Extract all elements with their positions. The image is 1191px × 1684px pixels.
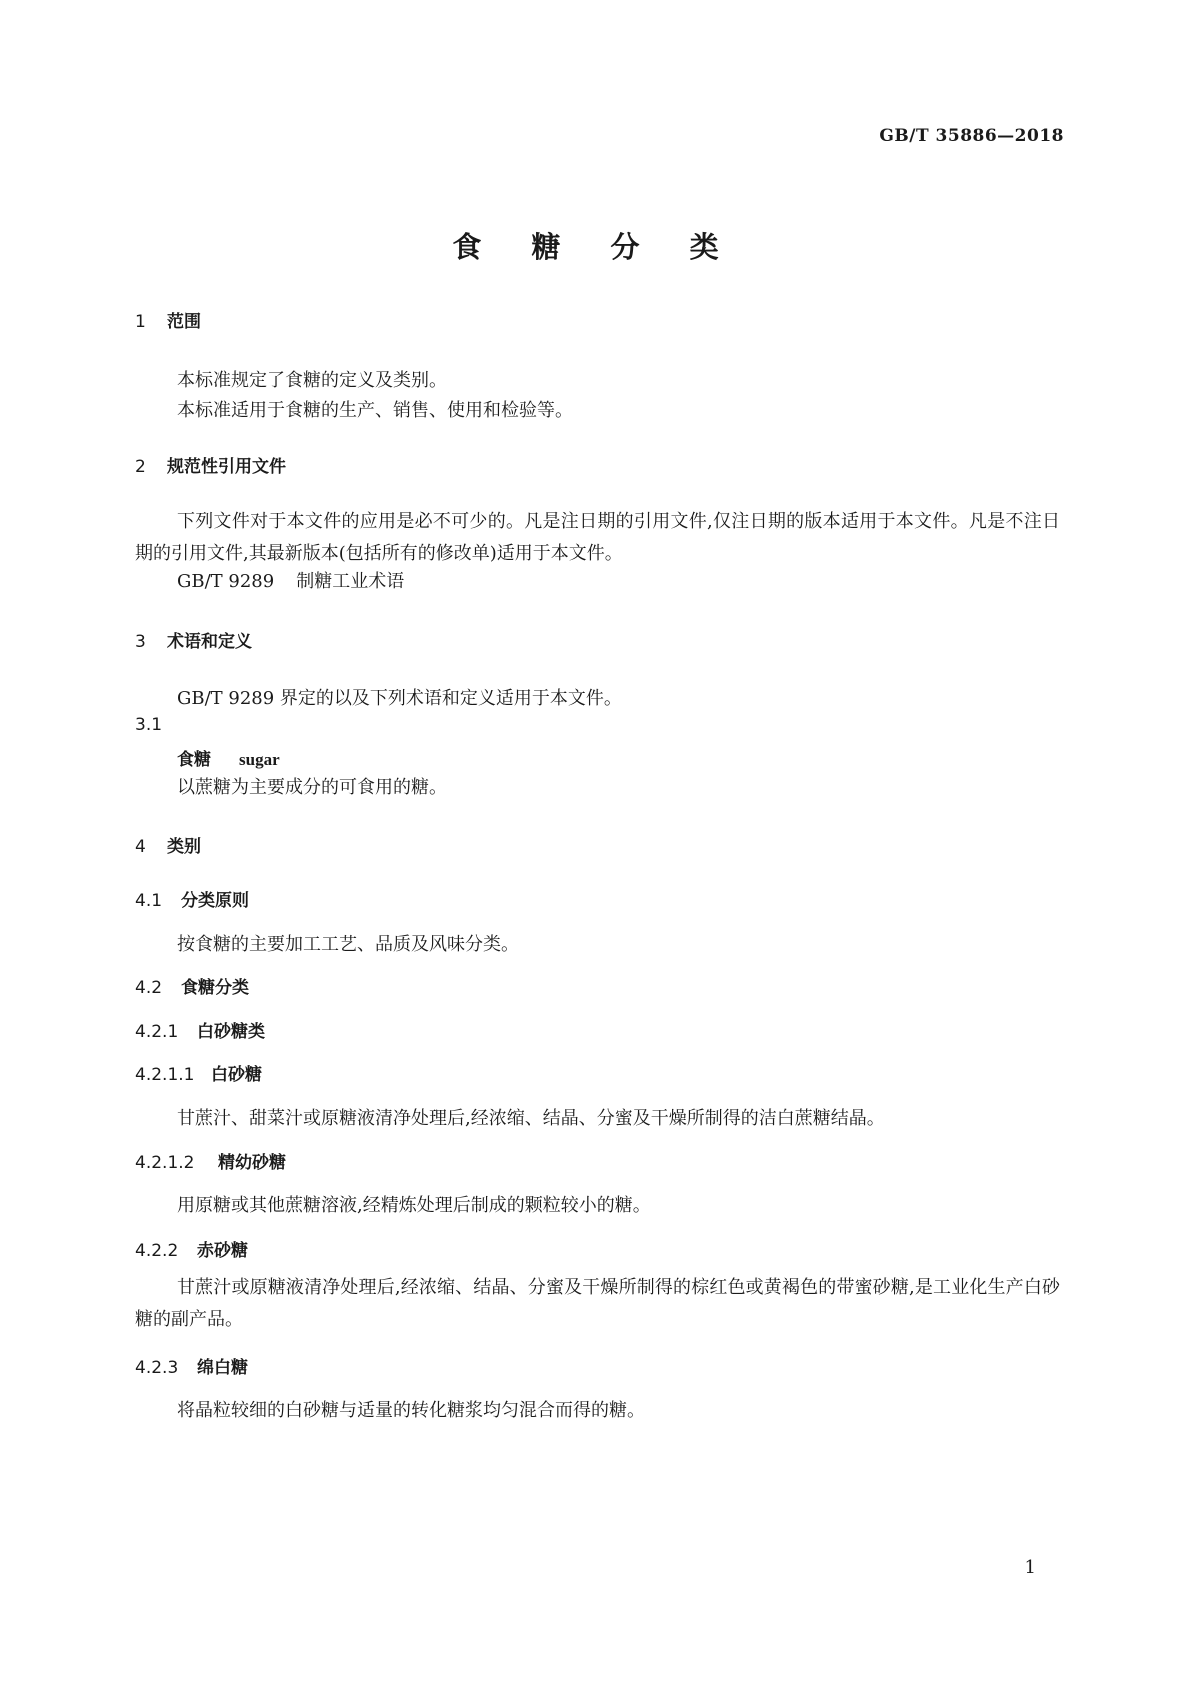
- section-2-heading: [135, 452, 286, 477]
- section-title: 术语和定义: [167, 632, 252, 652]
- section-4-1-heading: [135, 886, 249, 911]
- paragraph: 甘蔗汁、甜菜汁或原糖液清净处理后,经浓缩、结晶、分蜜及干燥所制得的洁白蔗糖结晶。: [177, 1108, 885, 1129]
- section-number: 4.2: [135, 978, 163, 998]
- section-number: 3: [135, 632, 146, 652]
- standard-number: GB/T 35886—2018: [879, 126, 1064, 146]
- section-4-2-3-heading: [135, 1353, 248, 1378]
- section-3-heading: [135, 627, 252, 652]
- page-number: 1: [1024, 1557, 1036, 1578]
- reference-code: GB/T 9289: [177, 571, 275, 592]
- section-number: 4.2.3: [135, 1358, 179, 1378]
- section-title: 精幼砂糖: [218, 1153, 286, 1173]
- section-title: 赤砂糖: [197, 1241, 248, 1261]
- section-number: 1: [135, 312, 146, 332]
- section-title: 分类原则: [181, 891, 249, 911]
- section-number: 4.2.1.1: [135, 1065, 195, 1085]
- term-entry: [177, 745, 280, 770]
- paragraph: 本标准适用于食糖的生产、销售、使用和检验等。: [177, 400, 573, 421]
- section-title: 绵白糖: [197, 1358, 248, 1378]
- paragraph: 甘蔗汁或原糖液清净处理后,经浓缩、结晶、分蜜及干燥所制得的棕红色或黄褐色的带蜜砂糖,是工业化生产白砂糖的副产品。: [135, 1277, 1060, 1330]
- term-chinese: 食糖: [177, 750, 211, 770]
- reference-title: 制糖工业术语: [296, 571, 405, 592]
- section-number: 4.1: [135, 891, 163, 911]
- section-4-heading: [135, 832, 201, 857]
- term-number: 3.1: [135, 715, 163, 735]
- page-title: 食 糖 分 类: [452, 230, 739, 264]
- section-4-2-1-heading: [135, 1017, 265, 1042]
- section-title: 类别: [167, 837, 201, 857]
- paragraph: 用原糖或其他蔗糖溶液,经精炼处理后制成的颗粒较小的糖。: [177, 1195, 651, 1216]
- paragraph: GB/T 9289 界定的以及下列术语和定义适用于本文件。: [177, 688, 622, 709]
- section-number: 4.2.1.2: [135, 1153, 195, 1173]
- paragraph: 按食糖的主要加工工艺、品质及风味分类。: [177, 934, 519, 955]
- section-title: 范围: [167, 312, 201, 332]
- term-definition: 以蔗糖为主要成分的可食用的糖。: [177, 777, 447, 798]
- section-number: 4.2.2: [135, 1241, 179, 1261]
- normative-reference: [177, 567, 404, 593]
- paragraph: 将晶粒较细的白砂糖与适量的转化糖浆均匀混合而得的糖。: [177, 1400, 645, 1421]
- section-title: 规范性引用文件: [167, 457, 286, 477]
- section-4-2-1-2-heading: [135, 1148, 286, 1173]
- paragraph: 下列文件对于本文件的应用是必不可少的。凡是注日期的引用文件,仅注日期的版本适用于本文件。凡是不注日期的引用文件,其最新版本(包括所有的修改单)适用于本文件。: [135, 511, 1060, 564]
- section-title: 白砂糖类: [197, 1022, 265, 1042]
- section-number: 4.2.1: [135, 1022, 179, 1042]
- section-4-2-1-1-heading: [135, 1060, 262, 1085]
- section-title: 食糖分类: [181, 978, 249, 998]
- section-number: 4: [135, 837, 146, 857]
- section-1-heading: [135, 307, 201, 332]
- section-4-2-heading: [135, 973, 249, 998]
- section-4-2-2-heading: [135, 1236, 248, 1261]
- section-title: 白砂糖: [211, 1065, 262, 1085]
- paragraph: 本标准规定了食糖的定义及类别。: [177, 370, 447, 391]
- term-english: sugar: [239, 750, 280, 769]
- section-number: 2: [135, 457, 146, 477]
